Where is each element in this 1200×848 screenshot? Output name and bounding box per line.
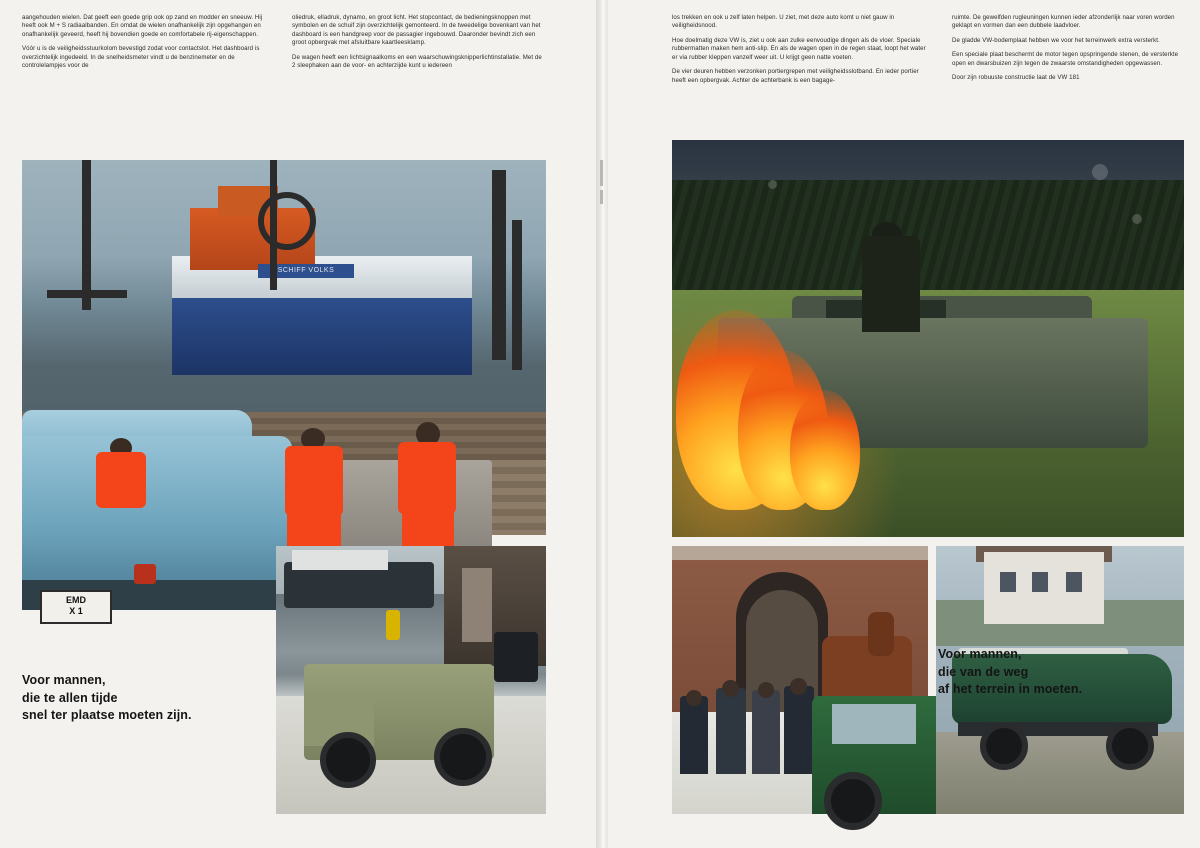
crane-boom-left (47, 290, 127, 298)
caption-left-line-1: Voor mannen, (22, 673, 106, 687)
license-plate-line-1: EMD (66, 595, 86, 605)
house-window (1066, 572, 1082, 592)
flame (790, 390, 860, 510)
text-column-2 (292, 14, 547, 77)
crane-ring (258, 192, 316, 250)
house-window (1032, 572, 1048, 592)
license-plate-line-2: X 1 (69, 606, 83, 616)
building-upper-band (672, 546, 928, 560)
trailer-wheel (1106, 722, 1154, 770)
person-in-yellow (386, 610, 400, 640)
fireman-figure (862, 236, 920, 332)
ship-hull (172, 295, 472, 375)
bystander (752, 690, 780, 774)
license-plate (40, 590, 112, 624)
worker-torso (96, 452, 146, 508)
paragraph: aangehouden wielen. Dat geeft een goede grip ook op zand en modder en sneeuw. Hij heeft ook M + S radiaalbanden. En omdat de wielen onafhankelijk zijn opgehangen en onafhankelijk geveerd, heeft hij bovendien goede en comfortabele rij-eigenschappen. (22, 14, 263, 38)
paragraph: De wagen heeft een lichtsignaalkoms en een waarschuwingsknipperlichtinstallatie. Met de 2 sleephaken aan de voor- en achterzijde kunt u iedereen (292, 53, 542, 70)
horse-head (868, 612, 894, 656)
crane-mast-left (82, 160, 91, 310)
text-column-3 (672, 14, 927, 91)
paragraph: De vier deuren hebben verzonken portiergrepen met veiligheidsslotband. En ieder portier heeft een opbergvak. Achter de achterbank is een bagage- (672, 68, 919, 84)
paragraph: Hoe doelmatig deze VW is, ziet u ook aan zulke eenvoudige dingen als de vloer. Speciale rubbermatten maken hem anti-slip. En als de wagen open in de regen staat, loopt het water er via rubber kleppen vanzelf weer uit. U krijgt geen natte voeten. (672, 36, 926, 61)
text-column-1 (22, 14, 277, 77)
ship-name-text: SCHIFF VOLKS (258, 264, 354, 278)
lens-spot (1092, 164, 1108, 180)
bystander (784, 686, 814, 774)
worker-torso (285, 446, 343, 516)
bystander-head (722, 680, 739, 697)
lens-spot (768, 180, 777, 189)
vw-side-window (832, 704, 916, 744)
gutter-mark-lower (600, 190, 603, 204)
paragraph: De gladde VW-bodemplaat hebben we voor het terreinwerk extra versterkt. (952, 36, 1160, 44)
page-gutter (596, 0, 608, 848)
gutter-mark-upper (600, 160, 603, 186)
paragraph: oliedruk, elladruk, dynamo, en groot licht. Het stopcontact, de bedieningsknoppen met symbolen en de schuif zijn overzichtelijk gemonteerd. In de tweedelige bovenkant van het dashboard is een handgreep voor de passagier ingebouwd. Daaronder bevindt zich een groot opbergvak met afsluitbare kaartleesklamp. (292, 14, 541, 47)
vw-wheel (824, 772, 882, 830)
caption-right-line-1: Voor mannen, (938, 647, 1022, 661)
worker-in-orange-suit (92, 438, 152, 508)
bystander (680, 696, 708, 774)
crane-mast-right (492, 170, 506, 360)
house-window (1000, 572, 1016, 592)
paragraph: ruimte. De gewelfden rugleuningen kunnen ieder afzonderlijk naar voren worden geklapt en vormen dan een dubbele laadvloer. (952, 14, 1175, 30)
lens-spot (1132, 214, 1142, 224)
trailer-wheel (980, 722, 1028, 770)
paragraph: Vóór u is de veiligheidsstuurkolom bevestigd zodat voor contactslot. Het dashboard is overzichtelijk ingedeeld. In de snelheidsmeter vindt u de benzinemeter en de controlelampjes voor de (22, 45, 260, 70)
motorcycle (494, 632, 538, 682)
vw-blue-body (22, 436, 292, 596)
vw-at-slipway-photo (276, 546, 546, 814)
crane-mast-right-2 (512, 220, 522, 370)
vw-with-horse-photo (672, 546, 928, 814)
bystander-head (790, 678, 807, 695)
caption-left (22, 672, 262, 725)
rear-wheel (434, 728, 492, 786)
caption-left-line-3: snel ter plaatse moeten zijn. (22, 708, 192, 722)
caption-left-line-2: die te allen tijde (22, 690, 118, 705)
text-column-4 (952, 14, 1184, 89)
paragraph: Een speciale plaat beschermt de motor tegen opspringende stenen, de versterkte open en dwarsbuizen zijn tegen de zwaarste omstandigheden opgewassen. (952, 51, 1179, 67)
tree-line (672, 180, 1184, 300)
bystander (716, 688, 746, 774)
vw-on-ferry-photo (22, 160, 546, 616)
vw-at-fire-photo (672, 140, 1184, 537)
caption-right (938, 646, 1178, 699)
paragraph: los trekken en ook u zelf laten helpen. U ziet, met deze auto komt u niet gauw in veiligheidsnood. (672, 14, 895, 30)
bystander-head (686, 690, 702, 706)
caption-right-line-3: af het terrein in moeten. (938, 682, 1083, 696)
bystander-head (758, 682, 774, 698)
caption-right-line-2: die van de weg (938, 664, 1029, 679)
tail-light (134, 564, 156, 584)
shed-door (462, 568, 492, 642)
paragraph: Door zijn robuuste constructie laat de VW 181 (952, 74, 1080, 82)
front-wheel (320, 732, 376, 788)
moored-boat-cabin (292, 550, 388, 570)
worker-torso (398, 442, 456, 514)
